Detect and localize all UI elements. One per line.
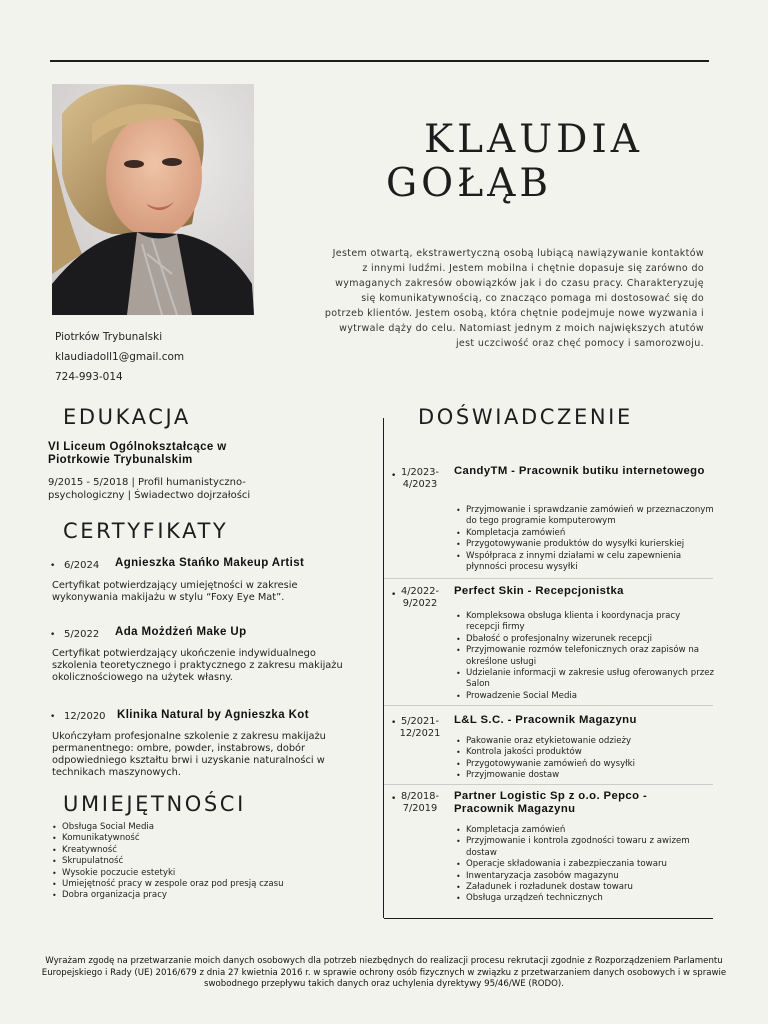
skill-item: • Obsługa Social Media [50, 822, 370, 833]
job-title: CandyTM - Pracownik butiku internetowego [454, 465, 705, 477]
duty-item: • Przyjmowanie i sprawdzanie zamówień w przeznaczonym do tego programie komputerowym [454, 505, 716, 528]
job-duties [454, 505, 716, 573]
about-me: Jestem otwartą, ekstrawertyczną osobą lubiącą nawiązywanie kontaktów z innymi ludźmi. Jestem mobilna i chętnie dopasuje się zarówno do wymaganych zakresów obowiązków jak i do czasu pracy. Charakteryzuję się komunikatywnością, co znacząco pomaga mi dostosować się do potrzeb klientów. Jestem osobą, która chętnie podejmuje nowe wyzwania i wytrwale dąży do celu. Natomiast jednym z moich największych atutów jest uczciwość oraz chęć pomocy i samorozwoju. [324, 248, 704, 349]
cert-date: 12/2020 [64, 711, 106, 722]
skill-item: • Kreatywność [50, 845, 370, 856]
profile-photo [52, 84, 254, 315]
cert-date: 6/2024 [64, 560, 100, 571]
duty-item: • Załadunek i rozładunek dostaw towaru [454, 882, 716, 893]
job-title: Partner Logistic Sp z o.o. Pepco - Pracownik Magazynu [454, 790, 648, 815]
contact-email[interactable]: klaudiadoll1@gmail.com [55, 351, 185, 363]
certificates-title: CERTYFIKATY [63, 519, 229, 543]
portrait-image [52, 84, 254, 315]
duty-item: • Kontrola jakości produktów [454, 747, 716, 758]
duty-item: • Dbałość o profesjonalny wizerunek recepcji [454, 634, 716, 645]
top-divider [50, 60, 709, 62]
duty-item: • Operacje składowania i zabezpieczania towaru [454, 859, 716, 870]
duty-item: • Przygotowywanie zamówień do wysyłki [454, 759, 716, 770]
duty-item: • Inwentaryzacja zasobów magazynu [454, 871, 716, 882]
cert-date: 5/2022 [64, 629, 100, 640]
job-title: Perfect Skin - Recepcjonistka [454, 585, 624, 597]
duty-item: • Przygotowywanie produktów do wysyłki kurierskiej [454, 539, 716, 550]
education-school: VI Liceum Ogólnokształcące w Piotrkowie Trybunalskim [48, 441, 227, 466]
education-details: 9/2015 - 5/2018 | Profil humanistyczno-psychologiczny | Świadectwo dojrzałości [48, 477, 251, 501]
bullet-icon: • [391, 718, 397, 728]
cert-description: Ukończyłam profesjonalne szkolenie z zakresu makijażu permanentnego: ombre, powder, instabrows, dobór odpowiedniego kształtu brwi i uzyskanie naturalności w technikach maszynowych. [52, 731, 326, 778]
job-title: L&L S.C. - Pracownik Magazynu [454, 714, 637, 726]
cert-name: Klinika Natural by Agnieszka Kot [117, 709, 309, 721]
duty-item: • Kompletacja zamówień [454, 528, 716, 539]
job-date: 8/2018- 7/2019 [400, 791, 439, 814]
bullet-icon: • [391, 590, 397, 600]
job-divider [384, 784, 713, 785]
skill-item: • Skrupulatność [50, 856, 370, 867]
job-date: 4/2022- 9/2022 [400, 586, 439, 609]
skills-title: UMIEJĘTNOŚCI [63, 792, 246, 816]
cert-description: Certyfikat potwierdzający ukończenie indywidualnego szkolenia teoretycznego i praktycznego z zakresu makijażu okolicznościowego na użytek własny. [52, 648, 343, 683]
duty-item: • Przyjmowanie i kontrola zgodności towaru z awizem dostaw [454, 836, 716, 859]
bottom-divider [384, 918, 713, 919]
skill-item: • Wysokie poczucie estetyki [50, 868, 370, 879]
first-name: KLAUDIA [424, 117, 643, 162]
cert-description: Certyfikat potwierdzający umiejętności w zakresie wykonywania makijażu w stylu “Foxy Eye Mat”. [52, 580, 298, 603]
cert-name: Ada Możdżeń Make Up [115, 626, 247, 638]
bullet-icon: • [50, 561, 56, 571]
bullet-icon: • [391, 471, 397, 481]
experience-title: DOŚWIADCZENIE [418, 405, 633, 429]
column-divider [383, 418, 384, 918]
duty-item: • Obsługa urządzeń technicznych [454, 893, 716, 904]
duty-item: • Kompleksowa obsługa klienta i koordynacja pracy recepcji firmy [454, 611, 716, 634]
education-title: EDUKACJA [63, 405, 191, 429]
skill-item: • Dobra organizacja pracy [50, 890, 370, 901]
duty-item: • Przyjmowanie rozmów telefonicznych oraz zapisów na określone usługi [454, 645, 716, 668]
duty-item: • Pakowanie oraz etykietowanie odzieży [454, 736, 716, 747]
job-duties [454, 611, 716, 702]
duty-item: • Przyjmowanie dostaw [454, 770, 716, 781]
skill-item: • Komunikatywność [50, 833, 370, 844]
job-divider [384, 705, 713, 706]
bullet-icon: • [50, 712, 56, 722]
job-duties [454, 736, 716, 782]
last-name: GOŁĄB [386, 161, 553, 206]
job-duties [454, 825, 716, 905]
skill-item: • Umiejętność pracy w zespole oraz pod presją czasu [50, 879, 370, 890]
bullet-icon: • [50, 630, 56, 640]
contact-phone[interactable]: 724-993-014 [55, 371, 123, 383]
gdpr-consent: Wyrażam zgodę na przetwarzanie moich danych osobowych dla potrzeb niezbędnych do realizacji procesu rekrutacji zgodnie z Rozporządzeniem Parlamentu Europejskiego i Rady (UE) 2016/679 z dnia 27 kwietnia 2016 r. w sprawie ochrony osób fizycznych w związku z przetwarzaniem danych osobowych i w sprawie swobodnego przepływu takich danych oraz uchylenia dyrektywy 95/46/WE (RODO). [41, 956, 727, 989]
duty-item: • Współpraca z innymi działami w celu zapewnienia płynności procesu wysyłki [454, 551, 716, 574]
job-date: 1/2023- 4/2023 [400, 467, 439, 490]
cert-name: Agnieszka Stańko Makeup Artist [115, 557, 305, 569]
duty-item: • Kompletacja zamówień [454, 825, 716, 836]
duty-item: • Udzielanie informacji w zakresie usług oferowanych przez Salon [454, 668, 716, 691]
skills-list [50, 822, 370, 902]
bullet-icon: • [391, 794, 397, 804]
contact-city: Piotrków Trybunalski [55, 331, 163, 343]
job-divider [384, 578, 713, 579]
duty-item: • Prowadzenie Social Media [454, 691, 716, 702]
job-date: 5/2021- 12/2021 [399, 716, 441, 739]
